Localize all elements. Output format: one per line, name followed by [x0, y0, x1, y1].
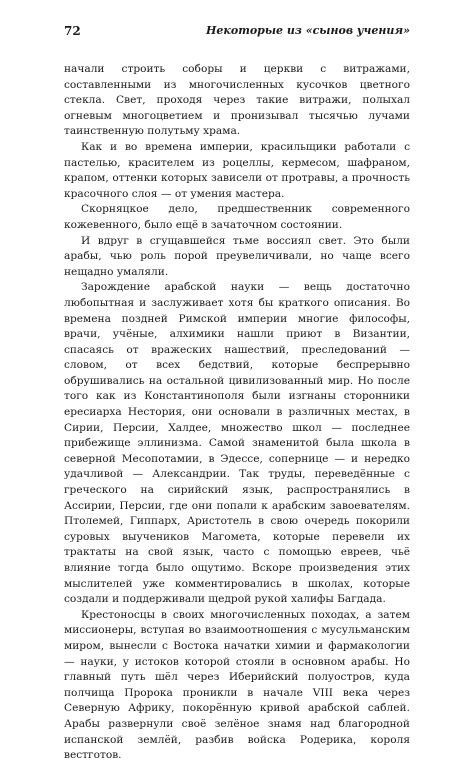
paragraph-furriers: Скорняцкое дело, предшественник современного кожевенного, было ещё в зачаточном состоянии. — [64, 203, 410, 231]
paragraph-crusaders: Крестоносцы в своих многочисленных походах, а затем миссионеры, вступая во взаимоотношения с мусульманским миром, вынесли с Востока начатки химии и фармакологии — науки, у истоков которой стояли в основном арабы. Но главный путь шёл через Иберийский полуостров, куда полчища Пророка проникли в начале VIII века через Северную Африку, покорённую кривой арабской саблей. Арабы развернули своё зелёное знамя над благородной испанской землёй, разбив войска Родерика, короля вестготов. — [64, 608, 410, 762]
running-title: Некоторые из «сынов учения» — [206, 24, 410, 37]
paragraph-arabs-light: И вдруг в сгущавшейся тьме воссиял свет. Это были арабы, чью роль порой преувеличивали, но чаще всего нещадно умаляли. — [64, 234, 410, 278]
paragraph-arab-science: Зарождение арабской науки — вещь достаточно любопытная и заслуживает хотя бы краткого описания. Во времена поздней Римской империи многие философы, врачи, учёные, алхимики нашли приют в Византии, спасаясь от вражеских нашествий, преследований — словом, от всех бедствий, которые беспрерывно обрушивались на остальной цивилизованный мир. Но после того как из Константинополя были изгнаны сторонники ересиарха Нестория, они основали в различных местах, в Сирии, Персии, Халдее, множество школ — последнее прибежище эллинизма. Самой знаменитой была школа в северной Месопотамии, в Эдессе, сопернице — и нередко удачливой — Александрии. Так труды, переведённые с греческого на сирийский язык, распространялись в Ассирии, Персии, где они попали к арабским завоевателям. Птолемей, Гиппарх, Аристотель в свою очередь покорили суровых выучеников Магомета, которые перевели их трактаты на свой язык, часто с помощью евреев, чьё влияние тогда было ощутимо. Вскоре произведения этих мыслителей уже комментировались в школах, которые создали и поддерживали щедрой рукой халифы Багдада. — [64, 281, 410, 606]
page-header — [64, 24, 410, 42]
paragraph-dyers: Как и во времена империи, красильщики работали с пастелью, красителем из роцеллы, кермесом, шафраном, крапом, оттенки которых зависели от протравы, а прочность красочного слоя — от умения мастера. — [64, 140, 410, 200]
paragraph-continuation: начали строить соборы и церкви с витражами, составленными из многочисленных кусочков цветного стекла. Свет, проходя через такие витражи, полыхал огневым многоцветием и пронизывал тысячью лучами таинственную полутьму храма. — [64, 63, 410, 138]
body-text — [64, 62, 410, 764]
page-number: 72 — [64, 24, 81, 38]
